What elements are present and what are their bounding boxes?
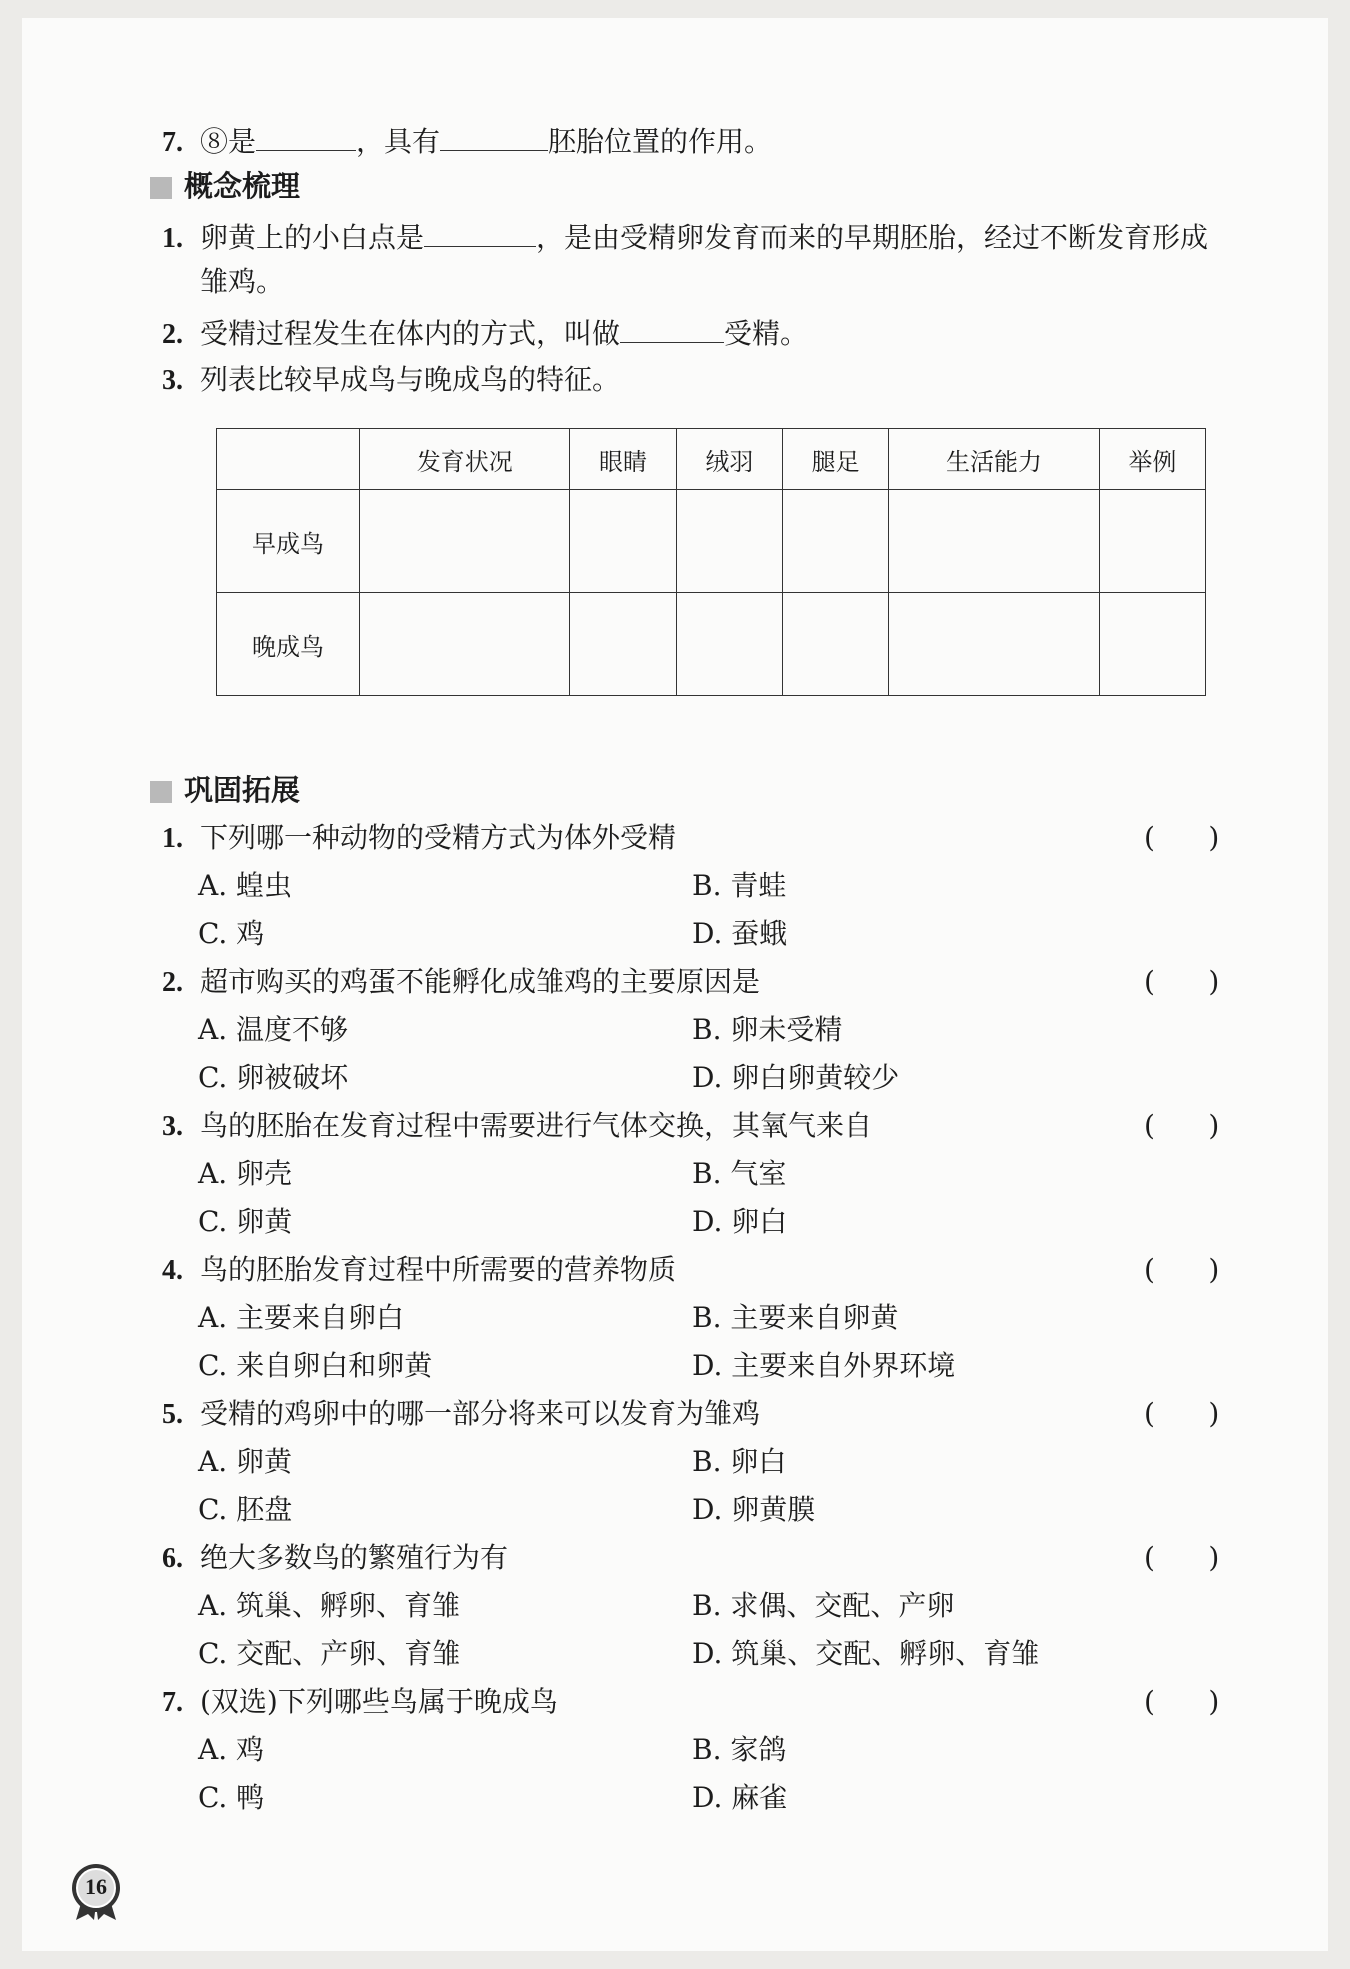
option-a[interactable]: A. 卵壳 [198, 1157, 293, 1190]
option-d[interactable]: D. 卵白卵黄较少 [692, 1061, 900, 1094]
mc-question-7 [162, 1682, 558, 1723]
section-heading-practice [150, 770, 300, 810]
option-b[interactable]: B. 主要来自卵黄 [692, 1301, 899, 1334]
option-c[interactable]: C. 卵被破坏 [198, 1061, 349, 1094]
question-text: 下列哪一种动物的受精方式为体外受精 [200, 821, 677, 854]
concept-question-3 [162, 360, 620, 401]
question-text: 鸟的胚胎发育过程中所需要的营养物质 [200, 1253, 677, 1286]
answer-blank[interactable] [256, 120, 356, 151]
option-b[interactable]: B. 求偶、交配、产卵 [692, 1589, 955, 1622]
table-header-cell: 举例 [1099, 429, 1205, 490]
table-row [217, 593, 1206, 696]
option-d[interactable]: D. 主要来自外界环境 [692, 1349, 956, 1382]
table-cell[interactable] [1099, 490, 1205, 593]
question-text: 列表比较早成鸟与晚成鸟的特征。 [200, 363, 621, 396]
option-d[interactable]: D. 麻雀 [692, 1781, 788, 1814]
table-cell[interactable] [570, 593, 676, 696]
question-number: 1. [162, 823, 183, 854]
option-d[interactable]: D. 卵白 [692, 1205, 788, 1238]
table-row-label: 早成鸟 [217, 490, 360, 593]
question-number: 3. [162, 365, 183, 396]
option-b[interactable]: B. 青蛙 [692, 869, 787, 902]
circled-number: ⑧ [200, 125, 229, 158]
table-header-cell: 绒羽 [676, 429, 782, 490]
section-title: 巩固拓展 [184, 773, 301, 807]
table-cell[interactable] [782, 490, 888, 593]
table-cell[interactable] [570, 490, 676, 593]
concept-question-1-cont [200, 262, 284, 302]
table-row-label: 晚成鸟 [217, 593, 360, 696]
question-text: 受精过程发生在体内的方式，叫做 [200, 317, 621, 350]
option-c[interactable]: C. 交配、产卵、育雏 [198, 1637, 461, 1670]
table-cell[interactable] [889, 490, 1099, 593]
page-number: 16 [85, 1874, 107, 1899]
answer-parentheses[interactable]: ( ) [1144, 1397, 1220, 1430]
top-question-7 [162, 120, 772, 163]
section-title: 概念梳理 [184, 169, 301, 203]
option-a[interactable]: A. 筑巢、孵卵、育雏 [198, 1589, 461, 1622]
question-text: 卵黄上的小白点是 [200, 221, 425, 254]
question-text: 是 [228, 125, 257, 158]
question-number: 3. [162, 1111, 183, 1142]
comparison-table [216, 428, 1206, 696]
table-header-cell: 眼睛 [570, 429, 676, 490]
mc-question-6 [162, 1538, 508, 1579]
answer-blank[interactable] [440, 120, 548, 151]
option-b[interactable]: B. 气室 [692, 1157, 787, 1190]
question-text: 雏鸡。 [200, 265, 285, 298]
option-c[interactable]: C. 卵黄 [198, 1205, 293, 1238]
answer-blank[interactable] [424, 216, 536, 247]
table-row [217, 490, 1206, 593]
question-number: 1. [162, 223, 183, 254]
question-number: 7. [162, 1687, 183, 1718]
answer-parentheses[interactable]: ( ) [1144, 1541, 1220, 1574]
table-cell[interactable] [360, 490, 570, 593]
mc-question-5 [162, 1394, 760, 1435]
section-heading-concepts [150, 166, 300, 206]
option-c[interactable]: C. 胚盘 [198, 1493, 293, 1526]
option-d[interactable]: D. 卵黄膜 [692, 1493, 816, 1526]
mc-question-4 [162, 1250, 676, 1291]
option-b[interactable]: B. 卵白 [692, 1445, 787, 1478]
concept-question-2 [162, 312, 808, 355]
table-cell[interactable] [889, 593, 1099, 696]
option-d[interactable]: D. 蚕蛾 [692, 917, 788, 950]
question-number: 5. [162, 1399, 183, 1430]
question-number: 2. [162, 967, 183, 998]
mc-question-3 [162, 1106, 872, 1147]
mc-question-1 [162, 818, 676, 859]
question-number: 2. [162, 319, 183, 350]
option-a[interactable]: A. 主要来自卵白 [198, 1301, 405, 1334]
option-a[interactable]: A. 卵黄 [198, 1445, 293, 1478]
question-text: 胚胎位置的作用。 [548, 125, 773, 158]
table-cell[interactable] [676, 593, 782, 696]
question-text: 受精。 [724, 317, 809, 350]
answer-parentheses[interactable]: ( ) [1144, 1253, 1220, 1286]
question-text: ，具有 [356, 125, 441, 158]
question-text: 受精的鸡卵中的哪一部分将来可以发育为雏鸡 [200, 1397, 761, 1430]
table-corner-cell [217, 429, 360, 490]
answer-blank[interactable] [620, 312, 724, 343]
question-number: 7. [162, 127, 183, 158]
question-text: 绝大多数鸟的繁殖行为有 [200, 1541, 509, 1574]
table-header-cell: 生活能力 [889, 429, 1099, 490]
page-number-badge [68, 1862, 124, 1918]
question-number: 4. [162, 1255, 183, 1286]
table-cell[interactable] [360, 593, 570, 696]
table-cell[interactable] [676, 490, 782, 593]
option-b[interactable]: B. 家鸽 [692, 1733, 787, 1766]
option-a[interactable]: A. 蝗虫 [198, 869, 293, 902]
concept-question-1 [162, 216, 1208, 259]
option-c[interactable]: C. 来自卵白和卵黄 [198, 1349, 433, 1382]
option-c[interactable]: C. 鸭 [198, 1781, 265, 1814]
question-text: 超市购买的鸡蛋不能孵化成雏鸡的主要原因是 [200, 965, 761, 998]
option-b[interactable]: B. 卵未受精 [692, 1013, 843, 1046]
question-text: ，是由受精卵发育而来的早期胚胎，经过不断发育形成 [536, 221, 1209, 254]
option-c[interactable]: C. 鸡 [198, 917, 265, 950]
question-number: 6. [162, 1543, 183, 1574]
table-header-cell: 发育状况 [360, 429, 570, 490]
table-cell[interactable] [782, 593, 888, 696]
answer-parentheses[interactable]: ( ) [1144, 1685, 1220, 1718]
option-a[interactable]: A. 温度不够 [198, 1013, 349, 1046]
question-text: 鸟的胚胎在发育过程中需要进行气体交换，其氧气来自 [200, 1109, 873, 1142]
section-marker-icon [150, 781, 172, 803]
table-header-cell: 腿足 [782, 429, 888, 490]
answer-parentheses[interactable]: ( ) [1144, 965, 1220, 998]
mc-question-2 [162, 962, 760, 1003]
section-marker-icon [150, 177, 172, 199]
option-a[interactable]: A. 鸡 [198, 1733, 265, 1766]
table-header-row [217, 429, 1206, 490]
option-d[interactable]: D. 筑巢、交配、孵卵、育雏 [692, 1637, 1040, 1670]
question-text: (双选)下列哪些鸟属于晚成鸟 [200, 1685, 558, 1718]
table-cell[interactable] [1099, 593, 1205, 696]
answer-parentheses[interactable]: ( ) [1144, 1109, 1220, 1142]
answer-parentheses[interactable]: ( ) [1144, 821, 1220, 854]
